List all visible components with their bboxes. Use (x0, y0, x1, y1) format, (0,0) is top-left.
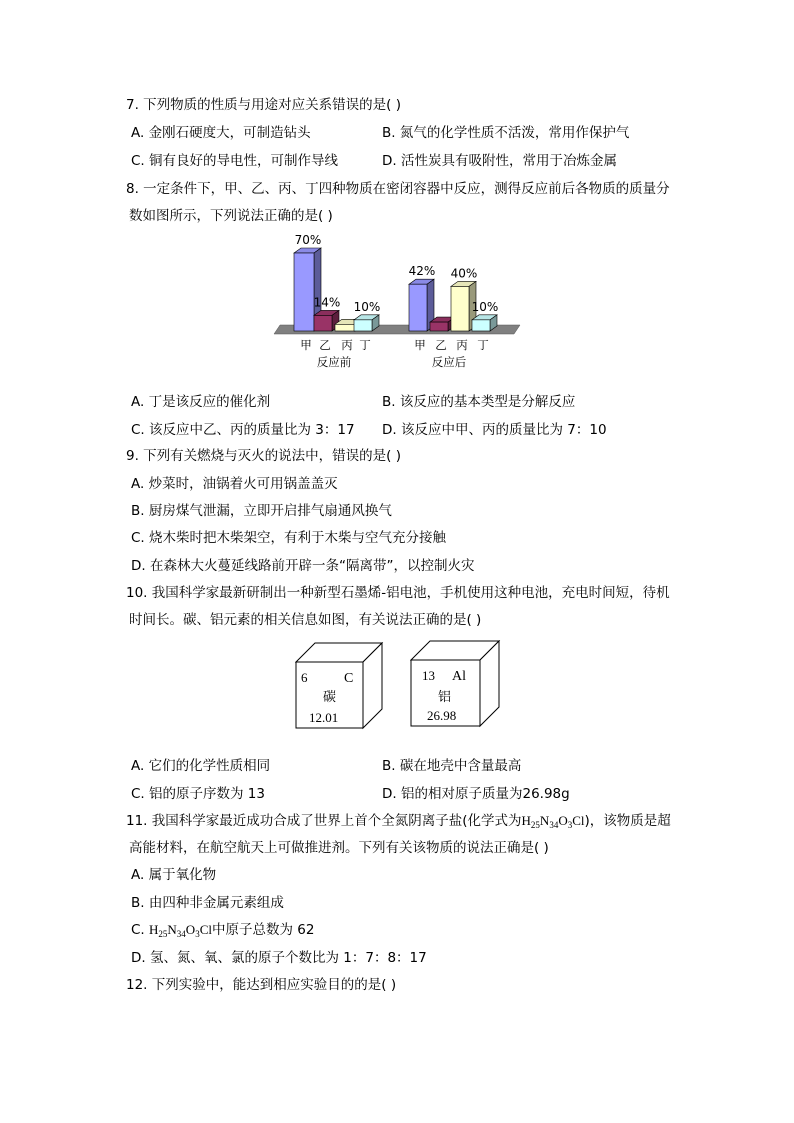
q11-stem-line1 (126, 812, 671, 834)
bar (335, 324, 355, 331)
aluminium-mass: 26.98 (427, 708, 457, 723)
q11-option-c: C. $H_{25}N_{34}O_3Cl$中原子总数为 62 (131, 922, 315, 939)
q9-stem: 9. 下列有关燃烧与灭火的说法中，错误的是( ) (126, 448, 401, 464)
q11-stem-post: )，该物质是超 (584, 813, 671, 829)
q10-option-c: C. 铝的原子序数为 13 (131, 786, 265, 802)
carbon-element-card (295, 642, 385, 732)
q8-option-a: A. 丁是该反应的催化剂 (131, 394, 271, 410)
q7-option-a: A. 金刚石硬度大，可制造钻头 (131, 125, 311, 141)
group-label: 反应前 (316, 355, 352, 369)
bar-data-label: 70% (294, 233, 322, 247)
q10-option-b: B. 碳在地壳中含量最高 (382, 758, 522, 774)
category-label: 甲 (414, 338, 426, 352)
carbon-symbol: C (344, 671, 354, 686)
bar-data-label: 10% (353, 299, 381, 314)
bar (472, 320, 490, 331)
q7-option-c: C. 铜有良好的导电性，可制作导线 (131, 153, 339, 169)
bar (354, 320, 372, 331)
category-label: 乙 (435, 338, 447, 352)
q8-option-b: B. 该反应的基本类型是分解反应 (382, 394, 576, 410)
carbon-mass: 12.01 (309, 710, 339, 725)
q8-option-c: C. 该反应中乙、丙的质量比为 3：17 (131, 422, 355, 438)
bar (430, 322, 448, 331)
category-label: 丙 (456, 338, 468, 352)
group-label: 反应后 (431, 355, 467, 369)
bar-data-label: 42% (408, 264, 436, 279)
q10-option-a: A. 它们的化学性质相同 (131, 758, 271, 774)
q9-option-a: A. 炒菜时，油锅着火可用锅盖盖灭 (131, 476, 338, 492)
bar (409, 284, 427, 331)
category-label: 丁 (359, 338, 371, 352)
q11-option-d: D. 氢、氮、氧、氯的原子个数比为 1：7：8：17 (131, 950, 427, 966)
q8-stem-line2: 数如图所示，下列说法正确的是( ) (129, 208, 333, 224)
q10-stem-line1: 10. 我国科学家最新研制出一种新型石墨烯-铝电池，手机使用这种电池，充电时间短，待机 (126, 585, 670, 601)
aluminium-element-card (410, 640, 502, 730)
aluminium-name: 铝 (438, 690, 452, 705)
carbon-name: 碳 (323, 690, 337, 705)
q11-option-a: A. 属于氧化物 (131, 867, 217, 883)
q9-option-d: D. 在森林大火蔓延线路前开辟一条“隔离带”，以控制火灾 (131, 558, 475, 574)
q12-stem: 12. 下列实验中，能达到相应实验目的的是( ) (126, 977, 397, 993)
mass-bar-chart (268, 228, 528, 373)
category-label: 丁 (477, 338, 489, 352)
chemical-formula-option-c: $H_{25}N_{34}O_3Cl$ (149, 922, 212, 939)
bar-data-label: 40% (450, 266, 478, 281)
category-label: 乙 (319, 338, 331, 352)
q7-stem: 7. 下列物质的性质与用途对应关系错误的是( ) (126, 97, 401, 113)
category-label: 丙 (341, 338, 353, 352)
q8-option-d: D. 该反应中甲、丙的质量比为 7：10 (382, 422, 607, 438)
q11-stem-pre: 11. 我国科学家最近成功合成了世界上首个全氮阴离子盐(化学式为 (126, 813, 522, 829)
bar-data-label: 10% (471, 299, 499, 314)
q9-option-c: C. 烧木柴时把木柴架空，有利于木柴与空气充分接触 (131, 530, 447, 546)
bar (294, 253, 314, 331)
bar (451, 286, 469, 331)
q10-stem-line2: 时间长。碳、铝元素的相关信息如图，有关说法正确的是( ) (129, 612, 482, 628)
category-label: 甲 (300, 338, 312, 352)
q7-option-b: B. 氮气的化学性质不活泼，常用作保护气 (382, 125, 630, 141)
q10-option-d: D. 铝的相对原子质量为26.98g (382, 786, 570, 802)
q11-option-b: B. 由四种非金属元素组成 (131, 895, 284, 911)
carbon-number: 6 (301, 670, 308, 685)
q8-stem-line1: 8. 一定条件下，甲、乙、丙、丁四种物质在密闭容器中反应，测得反应前后各物质的质量分 (126, 181, 670, 197)
bar (314, 315, 332, 331)
q9-option-b: B. 厨房煤气泄漏，立即开启排气扇通风换气 (131, 503, 392, 519)
chemical-formula: $H_{25}N_{34}O_3Cl$ (521, 813, 585, 830)
aluminium-symbol: Al (452, 669, 466, 684)
q11-stem-line2: 高能材料，在航空航天上可做推进剂。下列有关该物质的说法正确是( ) (129, 840, 549, 856)
q7-option-d: D. 活性炭具有吸附性，常用于冶炼金属 (382, 153, 617, 169)
bar-data-label: 14% (313, 295, 341, 310)
aluminium-number: 13 (422, 668, 435, 683)
